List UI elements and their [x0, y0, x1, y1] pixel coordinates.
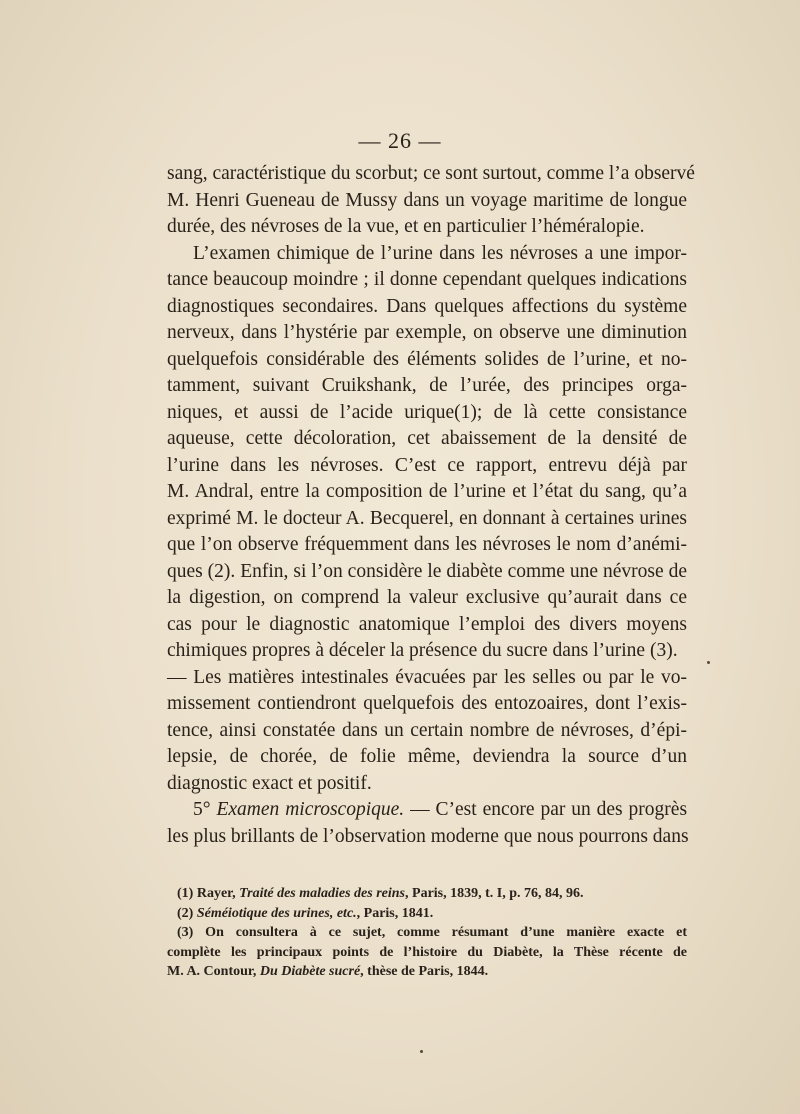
text-line: aqueuse, cette décoloration, cet abaissement de la densité de [167, 428, 687, 449]
text-line: l’urine dans les névroses. C’est ce rapport, entrevu déjà par [167, 454, 687, 476]
text-line: tence, ainsi constatée dans un certain nombre de névroses, d’épi- [167, 719, 687, 741]
text-line: M. Henri Gueneau de Mussy dans un voyage maritime de longue [167, 189, 687, 211]
section-heading-line [167, 797, 687, 824]
text-line: lepsie, de chorée, de folie même, deviendra la source d’un [167, 746, 687, 767]
section-number: 5° [193, 799, 211, 820]
text-line: missement contiendront quelquefois des entozoaires, dont l’exis- [167, 693, 687, 714]
text-line: diagnostiques secondaires. Dans quelques affections du système [167, 295, 687, 317]
footnote-rest: , Paris, 1841. [356, 905, 434, 921]
text-line: sang, caractéristique du scorbut; ce sont surtout, comme l’a observé [167, 163, 695, 184]
body-text [167, 161, 695, 850]
footnotes [167, 884, 687, 982]
footnote-rest: , Paris, 1839, t. I, p. 76, 84, 96. [405, 886, 584, 901]
text-line: nerveux, dans l’hystérie par exemple, on observe une diminution [167, 322, 687, 343]
text-line: quelquefois considérable des éléments solides de l’urine, et no- [167, 348, 687, 370]
text-line: tamment, suivant Cruikshank, de l’urée, des principes orga- [167, 375, 687, 396]
text-line: niques, et aussi de l’acide urique(1); de là cette consistance [167, 401, 687, 423]
section-title: Examen microscopique. [216, 799, 405, 820]
ink-speck [707, 661, 710, 664]
text-line: exprimé M. le docteur A. Becquerel, en donnant à certaines urines [167, 507, 687, 529]
footnote-1 [167, 884, 687, 904]
footnote-author: Rayer, [196, 886, 236, 901]
footnote-title: Du Diabète sucré [259, 964, 361, 979]
footnote-3-line-3 [167, 962, 687, 982]
section-text: — C’est encore par un des progrès [410, 799, 688, 820]
text-line: cas pour le diagnostic anatomique l’emploi des divers moyens [167, 613, 687, 635]
footnote-title: Séméiotique des urines, etc. [196, 905, 357, 921]
text-line: M. Andral, entre la composition de l’urine et l’état du sang, qu’a [167, 481, 687, 502]
text-line: diagnostic exact et positif. [167, 772, 372, 794]
footnote-text: M. A. Contour, [167, 964, 257, 979]
text-line: la digestion, on comprend la valeur exclusive qu’aurait dans ce [167, 587, 687, 608]
text-line: les plus brillants de l’observation moderne que nous pourrons dans [167, 825, 689, 847]
footnote-marker: (2) [177, 905, 194, 921]
footnote-3-line-1: (3) On consultera à ce sujet, comme résumant d’une manière exacte et [177, 925, 687, 940]
footnote-rest: , thèse de Paris, 1844. [360, 964, 489, 979]
text-line: tance beaucoup moindre ; il donne cependant quelques indications [167, 269, 687, 290]
ink-speck [420, 1050, 423, 1053]
text-line: durée, des névroses de la vue, et en particulier l’héméralopie. [167, 216, 645, 237]
text-line: L’examen chimique de l’urine dans les névroses a une impor- [193, 242, 687, 264]
footnote-title: Traité des maladies des reins [239, 886, 406, 901]
text-line: que l’on observe fréquemment dans les névroses le nom d’anémi- [167, 534, 687, 555]
page-number: — 26 — [358, 128, 442, 153]
text-line: — Les matières intestinales évacuées par les selles ou par le vo- [167, 666, 687, 688]
text-line: ques (2). Enfin, si l’on considère le diabète comme une névrose de [167, 560, 687, 582]
text-line: chimiques propres à déceler la présence du sucre dans l’urine (3). [167, 640, 678, 661]
footnote-2 [167, 904, 687, 924]
footnote-3-line-2: complète les principaux points de l’histoire du Diabète, la Thèse récente de [167, 944, 687, 960]
footnote-marker: (1) [177, 886, 194, 901]
